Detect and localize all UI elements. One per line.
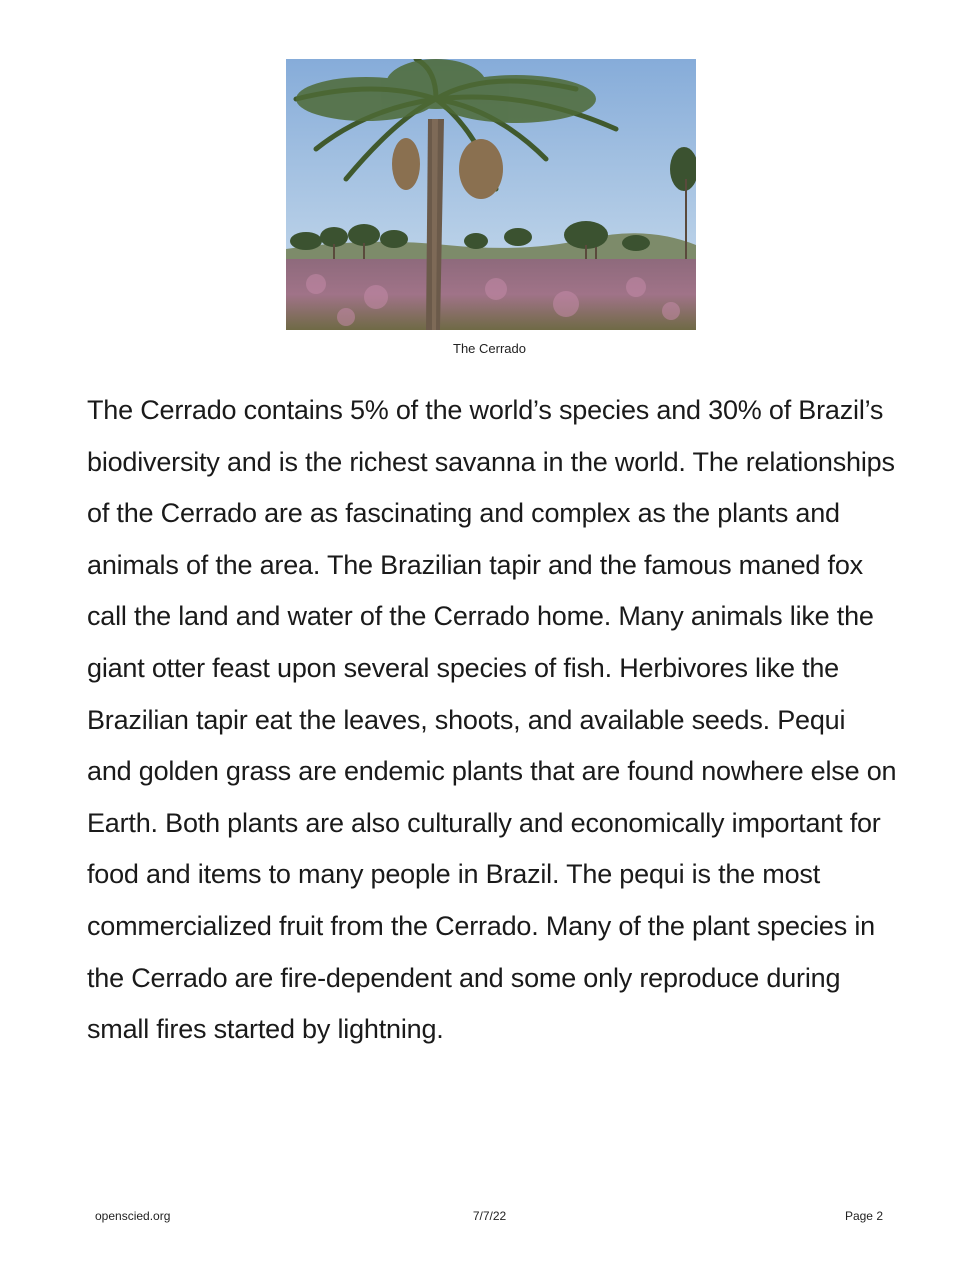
footer-page-number: Page 2 — [844, 1209, 883, 1223]
footer-date: 7/7/22 — [472, 1209, 507, 1223]
cerrado-photo-illustration — [286, 59, 696, 330]
cerrado-photo — [286, 59, 696, 330]
body-paragraph: The Cerrado contains 5% of the world’s species and 30% of Brazil’s biodiversity and is the richest savanna in the world. The relationships of the Cerrado are as fascinating and complex as the plants and animals of the area. The Brazilian tapir and the famous maned fox call the land and water of the Cerrado home. Many animals like the giant otter feast upon several species of fish. Herbivores like the Brazilian tapir eat the leaves, shoots, and available seeds. Pequi and golden grass are endemic plants that are found nowhere else on Earth. Both plants are also culturally and economically important for food and items to many people in Brazil. The pequi is the most commercialized fruit from the Cerrado. Many of the plant species in the Cerrado are fire-dependent and some only reproduce during small fires started by lightning. — [87, 395, 897, 1045]
footer-site: openscied.org — [95, 1209, 171, 1223]
photo-caption: The Cerrado — [453, 341, 526, 356]
